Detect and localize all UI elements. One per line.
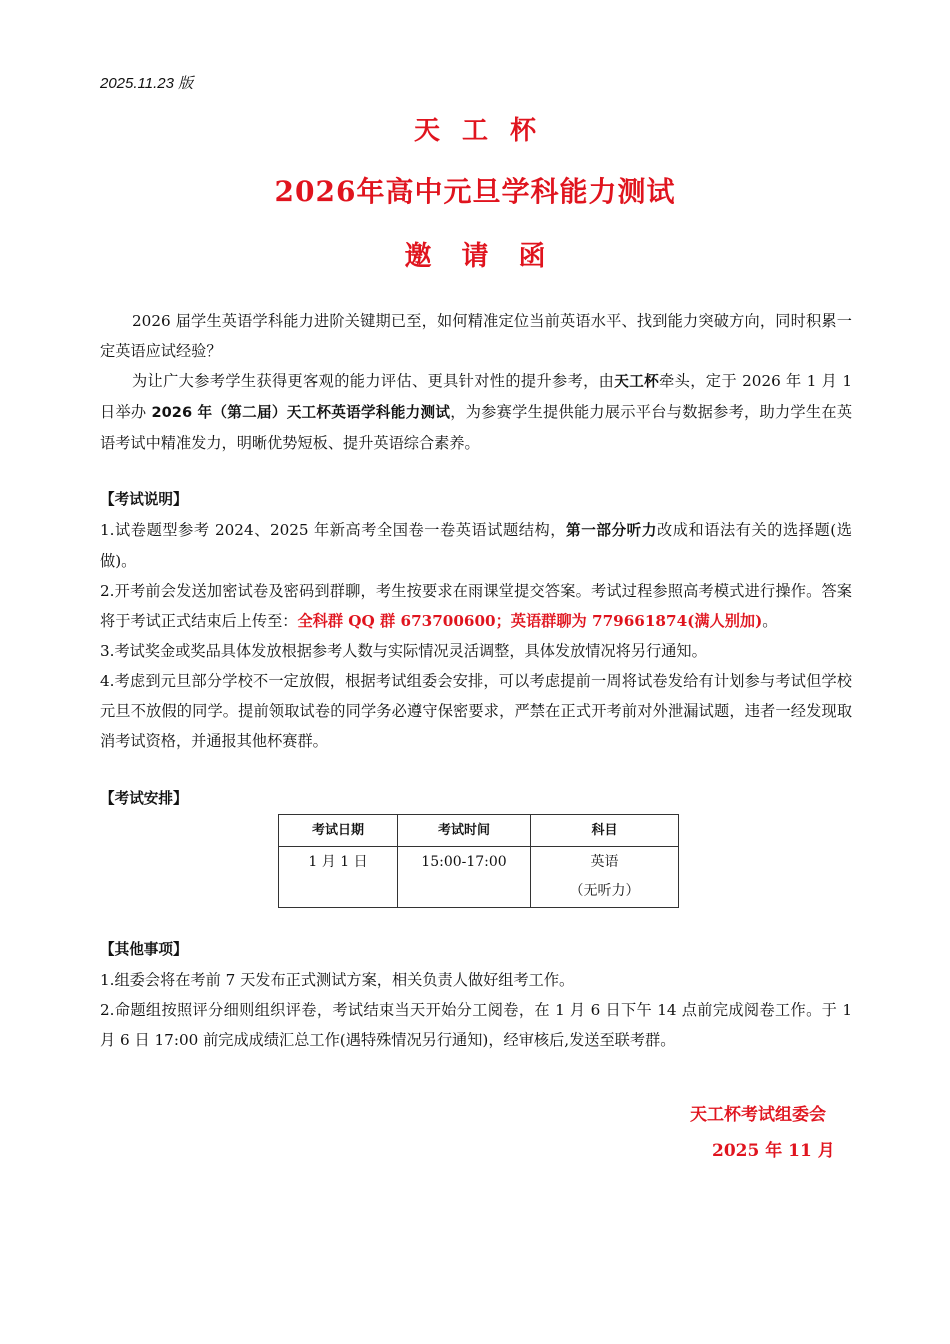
note-item-4: 4.考虑到元旦部分学校不一定放假，根据考试组委会安排，可以考虑提前一周将试卷发给有计划参与考试但学校元旦不放假的同学。提前领取试卷的同学务必遵守保密要求，严禁在正式开考前对外泄漏试题，违者一经发现取消考试资格，并通报其他杯赛群。 xyxy=(100,672,852,750)
text: 。 xyxy=(762,612,778,630)
schedule-heading xyxy=(100,784,852,814)
note-item-2 xyxy=(100,576,852,636)
subject-note: （无听力） xyxy=(569,883,640,899)
schedule-table xyxy=(278,814,679,908)
other-item-1: 1.组委会将在考前 7 天发布正式测试方案，相关负责人做好组考工作。 xyxy=(100,971,575,989)
title-cup-name: 天工杯 xyxy=(413,116,558,146)
title-event: 2026年高中元旦学科能力测试 xyxy=(274,175,676,208)
table-header-row xyxy=(279,815,679,847)
section-heading: 【考试安排】 xyxy=(100,790,188,807)
bold-text: 第一部分听力 xyxy=(566,522,658,539)
signature-date: 2025 年 11 月 xyxy=(712,1141,835,1161)
intro-section xyxy=(100,306,852,458)
table-row xyxy=(279,847,679,908)
qq-group-info: 全科群 QQ 群 673700600；英语群聊为 779661874(满人别加) xyxy=(297,612,763,630)
note-item-3: 3.考试奖金或奖品具体发放根据参考人数与实际情况灵活调整，具体发放情况将另行通知。 xyxy=(100,642,707,660)
signature-org: 天工杯考试组委会 xyxy=(690,1105,826,1125)
text: 2.开考前会发送加密试卷及密码到群聊，考生按要求在雨课堂提交答案。考试过程参照高考模式进行操作。答案将于考试正式结束后上传至： xyxy=(100,582,852,630)
text: 改成和语法有关的选择题(选做)。 xyxy=(100,521,852,570)
section-heading: 【考试说明】 xyxy=(100,491,188,508)
text: ，为参赛学生提供能力展示平台与数据参考，助力学生在英语考试中精准发力，明晰优势短板、提升英语综合素养。 xyxy=(100,403,853,452)
subject-name: 英语 xyxy=(590,854,619,870)
intro-paragraph-1: 2026 届学生英语学科能力进阶关键期已至，如何精准定位当前英语水平、找到能力突破方向，同时积累一定英语应试经验？ xyxy=(100,312,852,360)
other-section xyxy=(100,935,852,1055)
exam-subject xyxy=(531,847,679,908)
other-item-2: 2.命题组按照评分细则组织评卷，考试结束当天开始分工阅卷，在 1 月 6 日下午 14 点前完成阅卷工作。于 1 月 6 日 17:00 前完成成绩汇总工作(遇特殊情况另行通知)，经审核后,发送至联考群。 xyxy=(100,1001,852,1049)
exam-time: 15:00-17:00 xyxy=(398,847,531,908)
section-heading: 【其他事项】 xyxy=(100,941,188,958)
bold-text: 天工杯 xyxy=(614,373,660,390)
text: 为让广大参考学生获得更客观的能力评估、更具针对性的提升参考，由 xyxy=(132,372,615,390)
exam-date: 1 月 1 日 xyxy=(279,847,398,908)
column-header: 科目 xyxy=(531,815,679,847)
intro-paragraph-2 xyxy=(100,366,852,458)
exam-notes-section xyxy=(100,485,852,756)
title-invitation: 邀请函 xyxy=(404,241,576,272)
text: 牵头，定于 2026 年 1 月 1 日举办 xyxy=(100,372,852,421)
bold-text: 2026 年（第二届）天工杯英语学科能力测试 xyxy=(151,404,451,421)
column-header: 考试日期 xyxy=(279,815,398,847)
version-label: 2025.11.23 版 xyxy=(100,75,194,92)
column-header: 考试时间 xyxy=(398,815,531,847)
text: 1.试卷题型参考 2024、2025 年新高考全国卷一卷英语试题结构， xyxy=(100,521,567,539)
note-item-1 xyxy=(100,515,852,576)
